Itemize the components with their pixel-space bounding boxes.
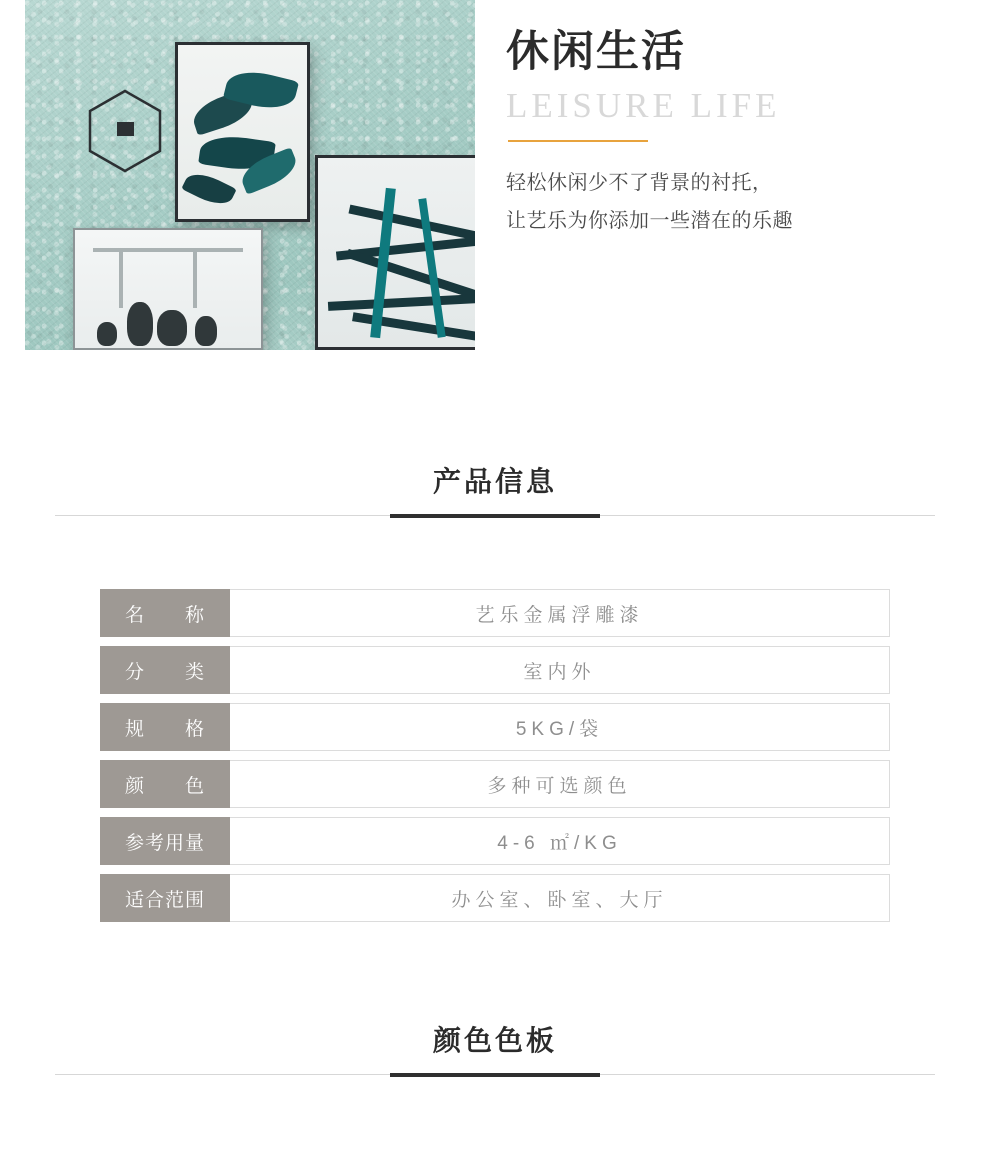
poster-frame-palm — [315, 155, 475, 350]
spacer-before-table — [0, 518, 990, 580]
color-board-section — [0, 1019, 990, 1077]
spec-key: 分 类 — [100, 646, 230, 694]
product-info-section — [0, 460, 990, 931]
product-info-divider — [55, 514, 935, 518]
spec-value: 办公室、卧室、大厅 — [230, 874, 890, 922]
poster-frame-cactus — [73, 228, 263, 350]
spec-key: 颜 色 — [100, 760, 230, 808]
hero-text-block — [506, 28, 966, 240]
divider-accent — [390, 514, 600, 518]
hero-description-line-2: 让艺乐为你添加一些潜在的乐趣 — [506, 209, 793, 232]
hero-title-cn: 休闲生活 — [506, 28, 686, 76]
spec-key: 名 称 — [100, 589, 230, 637]
color-board-heading: 颜色色板 — [432, 1025, 557, 1056]
table-row — [100, 703, 890, 751]
hexagon-decor-icon — [87, 88, 163, 174]
spacer-before-color-board — [0, 931, 990, 1019]
spacer-hero-bottom — [0, 350, 990, 460]
color-board-divider — [55, 1073, 935, 1077]
spec-value: 艺乐金属浮雕漆 — [230, 589, 890, 637]
table-row — [100, 874, 890, 922]
poster-frame-leaf — [175, 42, 310, 222]
hero-accent-rule — [508, 140, 648, 142]
table-row — [100, 589, 890, 637]
spec-key: 规 格 — [100, 703, 230, 751]
spec-key: 参考用量 — [100, 817, 230, 865]
table-row — [100, 760, 890, 808]
hero-description-line-1: 轻松休闲少不了背景的衬托， — [506, 171, 773, 194]
table-row — [100, 817, 890, 865]
hero-title-en: LEISURE LIFE — [506, 85, 781, 125]
spec-value: 4-6 ㎡/KG — [230, 817, 890, 865]
hero-image — [25, 0, 475, 350]
spec-key: 适合范围 — [100, 874, 230, 922]
spec-value: 5KG/袋 — [230, 703, 890, 751]
product-spec-table — [100, 580, 890, 931]
spec-value: 室内外 — [230, 646, 890, 694]
hero-description — [506, 164, 966, 240]
product-info-heading: 产品信息 — [432, 466, 557, 497]
hero-section — [0, 0, 990, 350]
divider-accent — [390, 1073, 600, 1077]
table-row — [100, 646, 890, 694]
spec-value: 多种可选颜色 — [230, 760, 890, 808]
